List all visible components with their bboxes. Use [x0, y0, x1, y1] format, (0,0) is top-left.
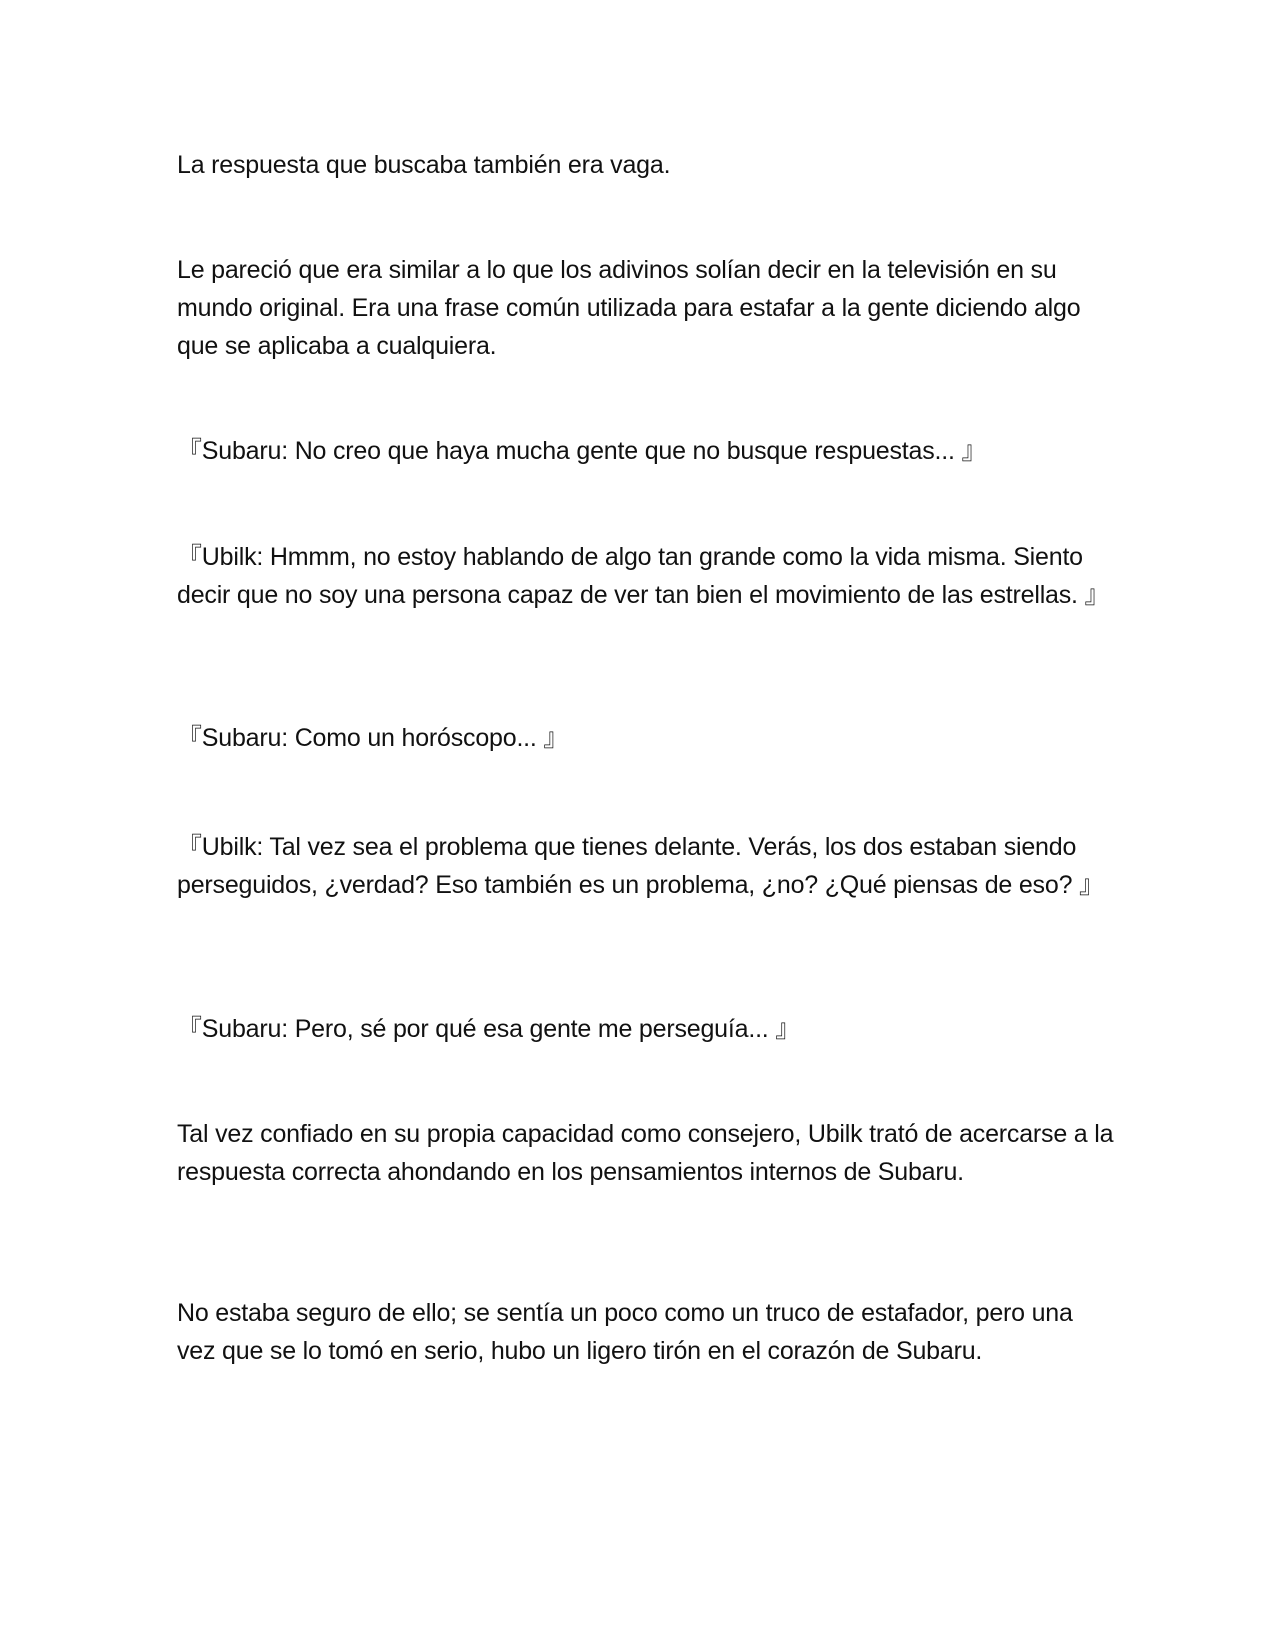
dialogue-subaru-2: 『Subaru: Como un horóscopo... 』	[177, 724, 569, 752]
paragraph-1: La respuesta que buscaba también era vaga.	[177, 151, 671, 179]
dialogue-subaru-1: 『Subaru: No creo que haya mucha gente que no busque respuestas... 』	[177, 437, 987, 465]
dialogue-ubilk-1: 『Ubilk: Hmmm, no estoy hablando de algo tan grande como la vida misma. Siento decir que no soy una persona capaz de ver tan bien el movimiento de las estrellas. 』	[177, 543, 1110, 609]
paragraph-9: No estaba seguro de ello; se sentía un poco como un truco de estafador, pero una vez que se lo tomó en serio, hubo un ligero tirón en el corazón de Subaru.	[177, 1299, 1080, 1365]
dialogue-subaru-3: 『Subaru: Pero, sé por qué esa gente me perseguía... 』	[177, 1015, 801, 1043]
paragraph-8: Tal vez confiado en su propia capacidad como consejero, Ubilk trató de acercarse a la respuesta correcta ahondando en los pensamientos internos de Subaru.	[177, 1120, 1121, 1186]
dialogue-ubilk-2: 『Ubilk: Tal vez sea el problema que tienes delante. Verás, los dos estaban siendo perseguidos, ¿verdad? Eso también es un problema, ¿no? ¿Qué piensas de eso? 』	[177, 833, 1104, 899]
paragraph-2: Le pareció que era similar a lo que los adivinos solían decir en la televisión en su mundo original. Era una frase común utilizada para estafar a la gente diciendo algo que se aplicaba a cualquiera.	[177, 256, 1088, 360]
